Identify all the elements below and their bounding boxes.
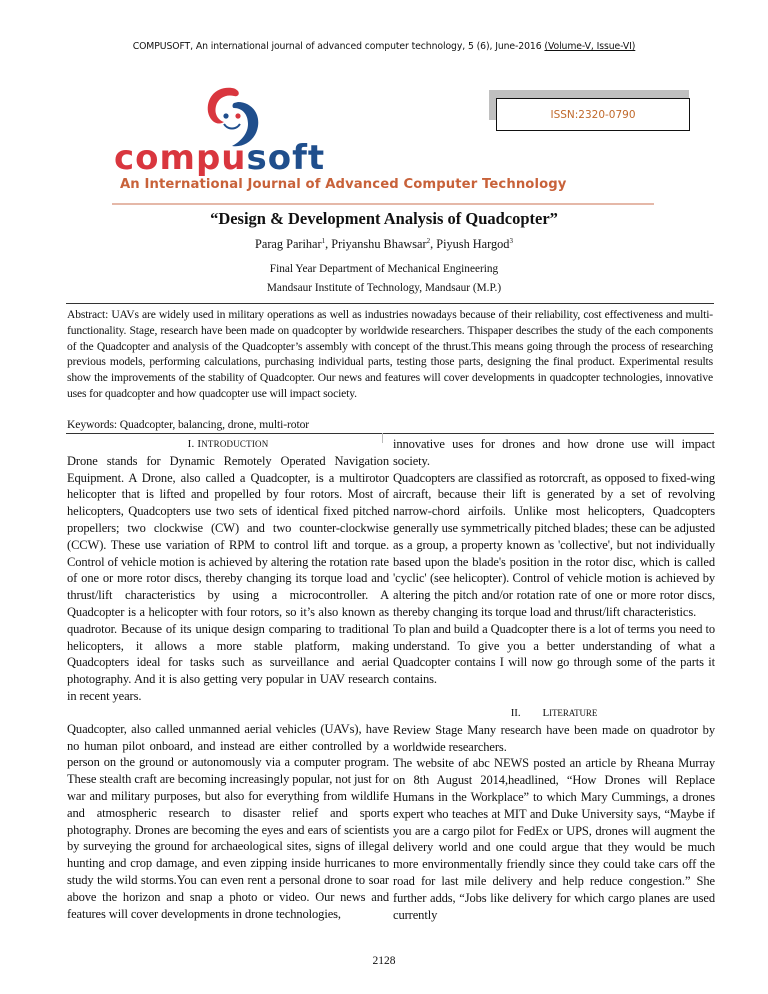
paper-title: “Design & Development Analysis of Quadcopter” [210,209,558,228]
section-number: I. [187,438,198,450]
paragraph: innovative uses for drones and how drone use will impact society. [393,437,715,468]
section-title-rest: ITERATURE [549,707,598,718]
abstract: Abstract: UAVs are widely used in military operations as well as industries nowadays because of their reliability, cost effectiveness and multi-functionality. Stage, research have been made on quadcopter by worldwide researchers. Thispaper describes the study of the each components of the Quadcopter and analysis of the Quadcopter’s assembly with concept of the thrust.This means going through the process of researching previous models, performing calculations, purchasing individual parts, testing those parts, designing the final product. Experimental results show the improvements of the stability of Quadcopter. Our news and features will cover developments in quadcopter technologies, innovative uses for quadcopter and how quadcopter use will impact society. [67,308,713,400]
keywords: Keywords: Quadcopter, balancing, drone, multi-rotor [67,418,310,431]
paragraph: To plan and build a Quadcopter there is a lot of terms you need to understand. To give you a better understanding of what a Quadcopter contains I will now go through some of the parts it contains. [393,621,715,687]
paragraph: The website of abc NEWS posted an article by Rheana Murray on 8th August 2014,headlined, “How Drones will Replace Humans in the Workplace” to which Mary Cummings, a drones expert who teaches at MIT and Duke University says, “Maybe if you are a cargo pilot for FedEx or UPS, drones will augment the delivery world and one could argue that they would be much more environmentally friendly since they could take cars off the road for last mile delivery and help reduce congestion.” She further adds, “Jobs like delivery for which cargo planes are used currently [393,756,715,922]
author-name: Priyanshu Bhawsar [331,237,427,251]
abstract-bottom-rule [66,433,714,434]
affiliation-department: Final Year Department of Mechanical Engineering [269,263,499,275]
left-column [67,436,389,922]
page-number: 2128 [372,955,396,967]
affiliation-institute: Mandsaur Institute of Technology, Mandsaur (M.P.) [266,282,502,294]
section-title-initial: I [197,438,202,450]
right-column [393,436,715,923]
section-title-initial: L [542,706,550,719]
section-heading-literature [393,705,715,722]
section-number: II. [510,706,521,719]
section-heading-introduction [67,436,389,453]
issn-box [496,98,690,131]
journal-tagline: An International Journal of Advanced Computer Technology [120,177,567,192]
header-divider [112,203,654,205]
paragraph: Quadcopter, also called unmanned aerial vehicles (UAVs), have no human pilot onboard, and instead are either controlled by a person on the ground or autonomously via a computer program. These stealth craft are becoming increasingly popular, not just for war and military purposes, but also for everything from wildlife and atmospheric research to disaster relief and sports photography. Drones are becoming the eyes and ears of scientists by surveying the ground for archaeological sites, signs of illegal hunting and crop damage, and even zipping inside hurricanes to study the wild storms.You can even rent a personal drone to soar above the horizon and snap a photo or video. Our news and features will cover developments in drone technologies, [67,721,389,921]
author-affil-mark: 3 [509,236,513,245]
running-header [0,41,768,52]
logo-wordmark [114,138,404,178]
volume-issue: (Volume-V, Issue-VI) [544,41,636,52]
author-list: Parag Parihar$^1$, Priyanshu Bhawsar$^2$, Piyush Hargod$^3$ [255,236,513,251]
issn-text: ISSN:2320-0790 [550,108,636,121]
paragraph: Review Stage Many research have been made on quadrotor by worldwide researchers. [393,722,715,754]
author-name: Parag Parihar [255,237,322,251]
abstract-top-rule [66,303,714,304]
author-name: Piyush Hargod [436,237,510,251]
author-affil-mark: 1 [321,236,326,245]
journal-logo [110,84,400,184]
author-affil-mark: 2 [426,236,431,245]
paragraph: Drone stands for Dynamic Remotely Operated Navigation Equipment. A Drone, also called a Quadcopter, is a multirotor helicopter that is lifted and propelled by four rotors. Most of helicopters, Quadcopters use two sets of identical fixed pitched propellers; two clockwise (CW) and two counter-clockwise (CCW). These use variation of RPM to control lift and torque. Control of vehicle motion is achieved by altering the rotation rate of one or more rotor discs, thereby changing its torque load and thrust/lift characteristics by using a microcontroller. A Quadcopter is a helicopter with four rotors, so it’s also known as quadrotor. Because of its unique design comparing to traditional helicopters, it allows a more stable platform, making Quadcopters ideal for tasks such as surveillance and aerial photography. And it is also getting very popular in UAV research in recent years. [67,453,389,703]
logo-word-red: compu [114,138,247,178]
section-title-rest: NTRODUCTION [201,439,269,449]
paragraph: Quadcopters are classified as rotorcraft, as opposed to fixed-wing aircraft, because their lift is generated by a set of revolving narrow-chord airfoils. Unlike most helicopters, Quadcopters generally use symmetrically pitched blades; these can be adjusted as a group, a property known as 'collective', but not individually based upon the blade's position in the rotor disc, which is called 'cyclic' (see helicopter). Control of vehicle motion is achieved by altering the pitch and/or rotation rate of one or more rotor discs, thereby changing its torque load and thrust/lift characteristics. [393,470,715,619]
journal-citation: COMPUSOFT, An international journal of advanced computer technology, 5 (6), June-2016 [132,41,545,52]
logo-word-blue: soft [246,138,326,178]
